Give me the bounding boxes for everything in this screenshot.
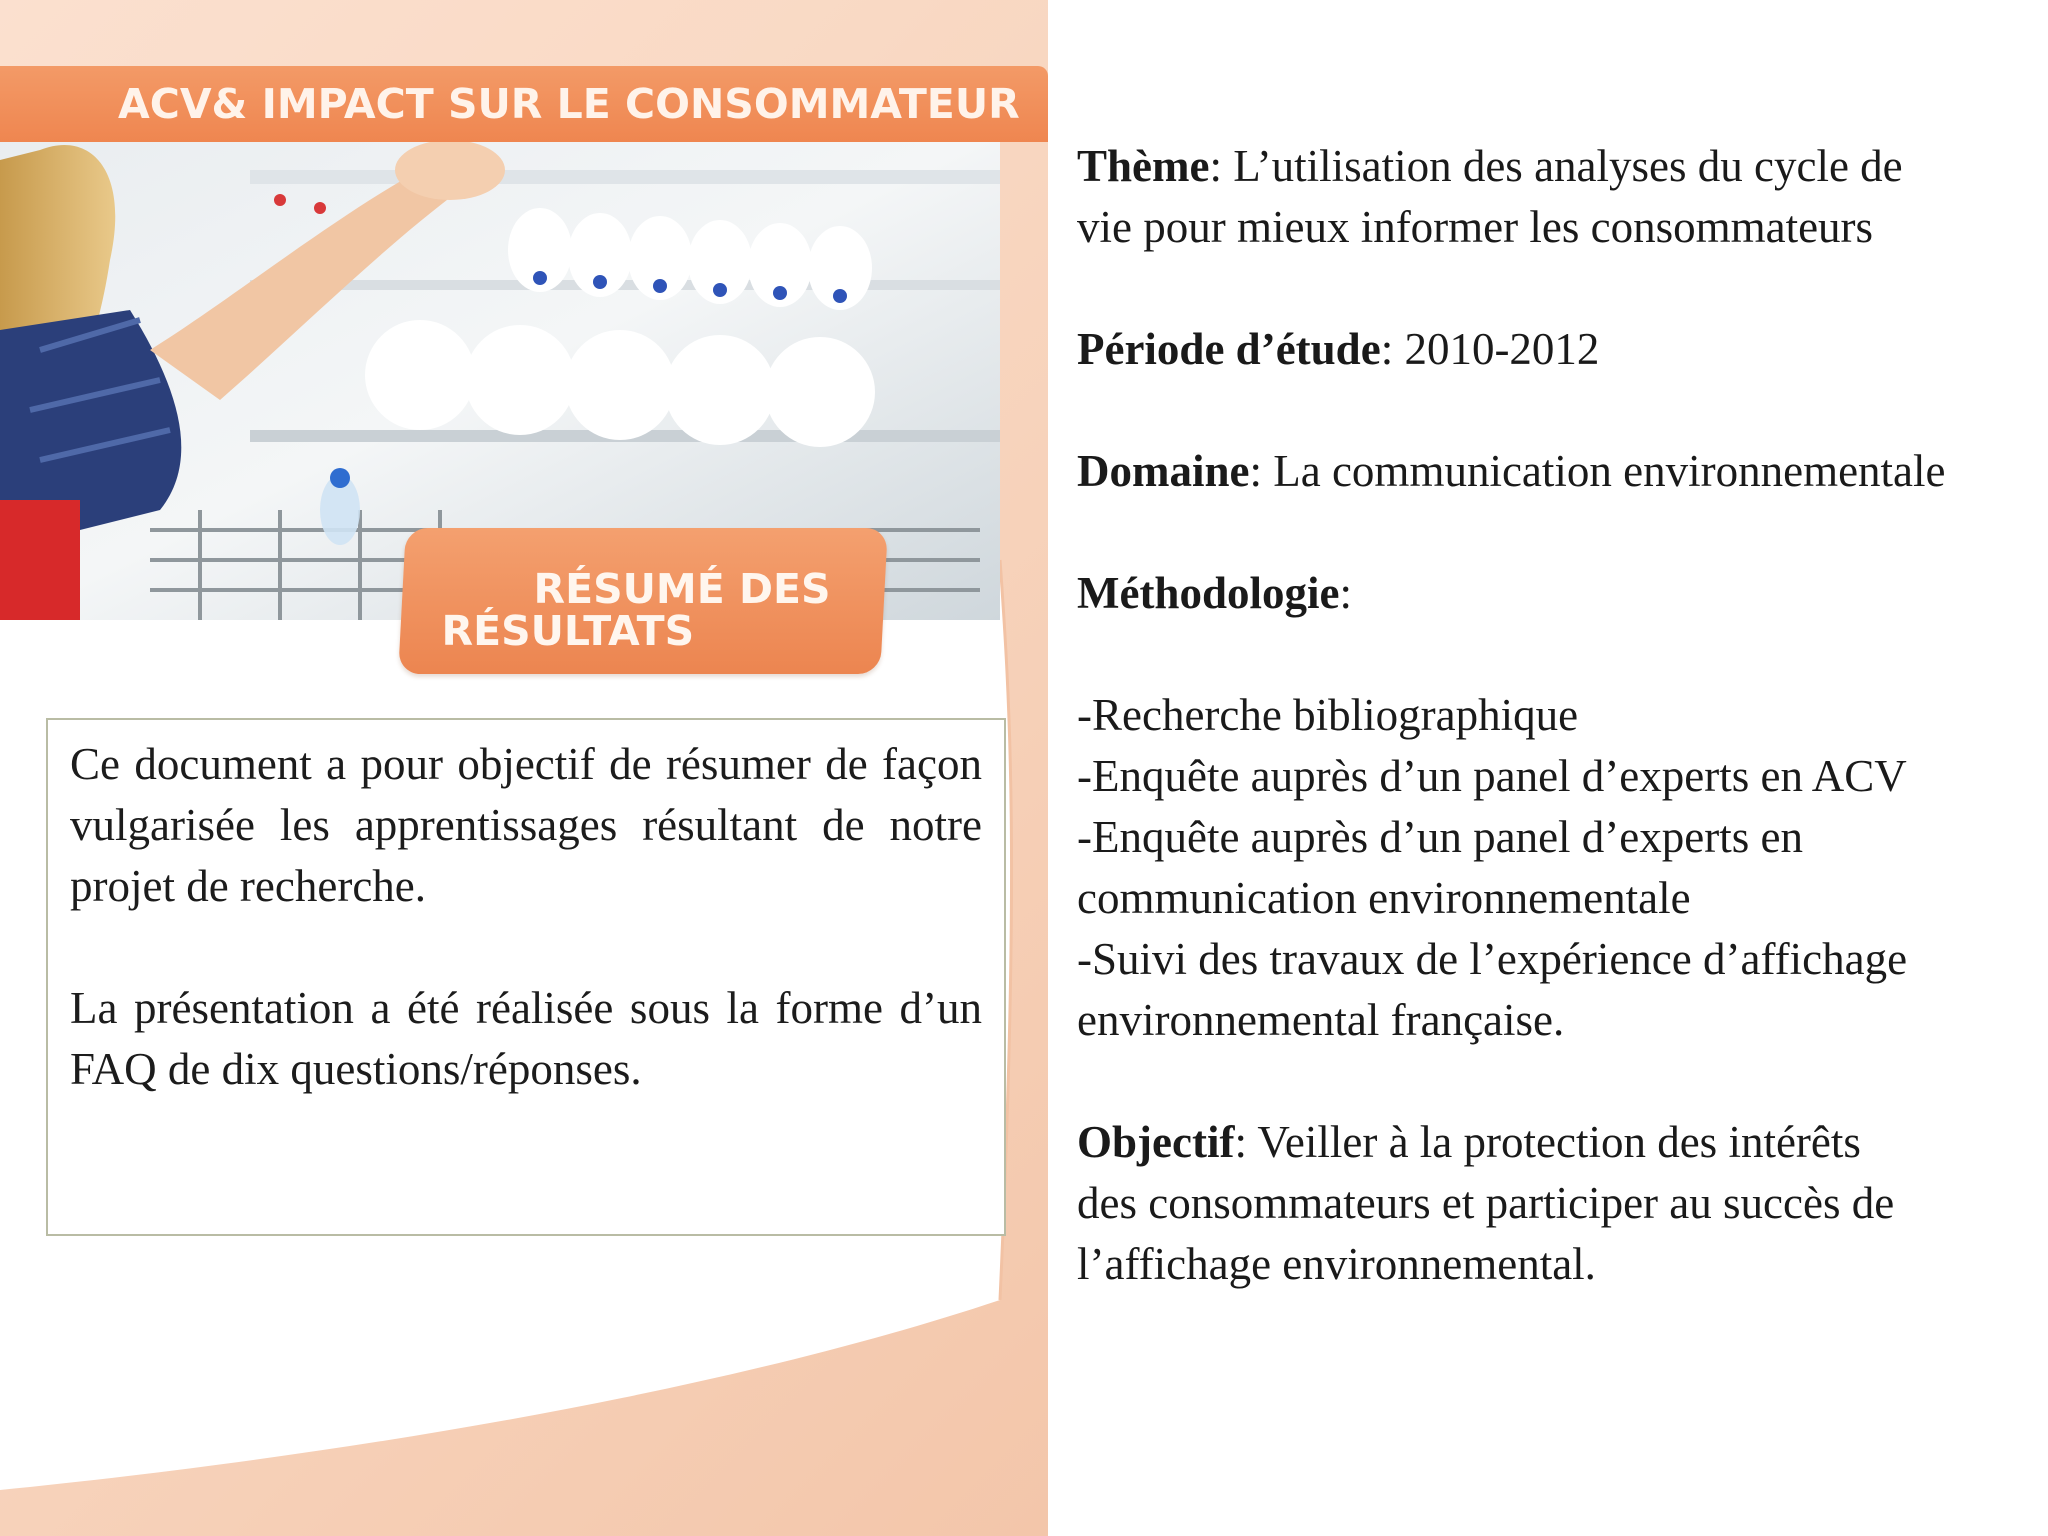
domain-label: Domaine: [1077, 446, 1250, 496]
domain-row: [1077, 441, 2045, 502]
theme-label: Thème: [1077, 141, 1210, 191]
methodology-row: [1077, 563, 2045, 624]
period-value: : 2010-2012: [1380, 324, 1600, 374]
objective-value-line-3: l’affichage environnemental.: [1077, 1239, 1596, 1289]
methodology-colon: :: [1339, 568, 1352, 618]
results-badge: [398, 528, 888, 674]
badge-line-2: RÉSULTATS: [441, 607, 695, 655]
methodology-item: -Suivi des travaux de l’expérience d’affichage: [1077, 934, 1908, 984]
theme-row: [1077, 136, 2045, 197]
methodology-item: -Recherche bibliographique: [1077, 690, 1579, 740]
objective-row: [1077, 1112, 2045, 1173]
domain-value: : La communication environnementale: [1249, 446, 1946, 496]
methodology-item: communication environnementale: [1077, 873, 1691, 923]
methodology-item: environnemental française.: [1077, 995, 1565, 1045]
objective-value-line-1: : Veiller à la protection des intérêts: [1234, 1117, 1861, 1167]
methodology-item: -Enquête auprès d’un panel d’experts en ACV: [1077, 751, 1907, 801]
methodology-label: Méthodologie: [1077, 568, 1340, 618]
badge-line-1: RÉSUMÉ DES: [533, 565, 831, 613]
header-banner: [0, 66, 1048, 142]
theme-value-line-1: : L’utilisation des analyses du cycle de: [1209, 141, 1903, 191]
theme-value-line-2: vie pour mieux informer les consommateurs: [1077, 202, 1874, 252]
summary-paragraph-1: Ce document a pour objectif de résumer de façon vulgarisée les apprentissages résultant de notre projet de recherche.: [70, 739, 982, 911]
brochure-title: ACV& IMPACT SUR LE CONSOMMATEUR: [118, 80, 1020, 128]
objective-label: Objectif: [1077, 1117, 1235, 1167]
objective-value-line-2: des consommateurs et participer au succès de: [1077, 1178, 1895, 1228]
period-label: Période d’étude: [1077, 324, 1381, 374]
study-info-panel: [1077, 136, 2045, 1295]
summary-paragraph-2: La présentation a été réalisée sous la forme d’un FAQ de dix questions/réponses.: [70, 983, 982, 1094]
methodology-item: -Enquête auprès d’un panel d’experts en: [1077, 812, 1803, 862]
summary-box: [46, 718, 1006, 1236]
period-row: [1077, 319, 2045, 380]
